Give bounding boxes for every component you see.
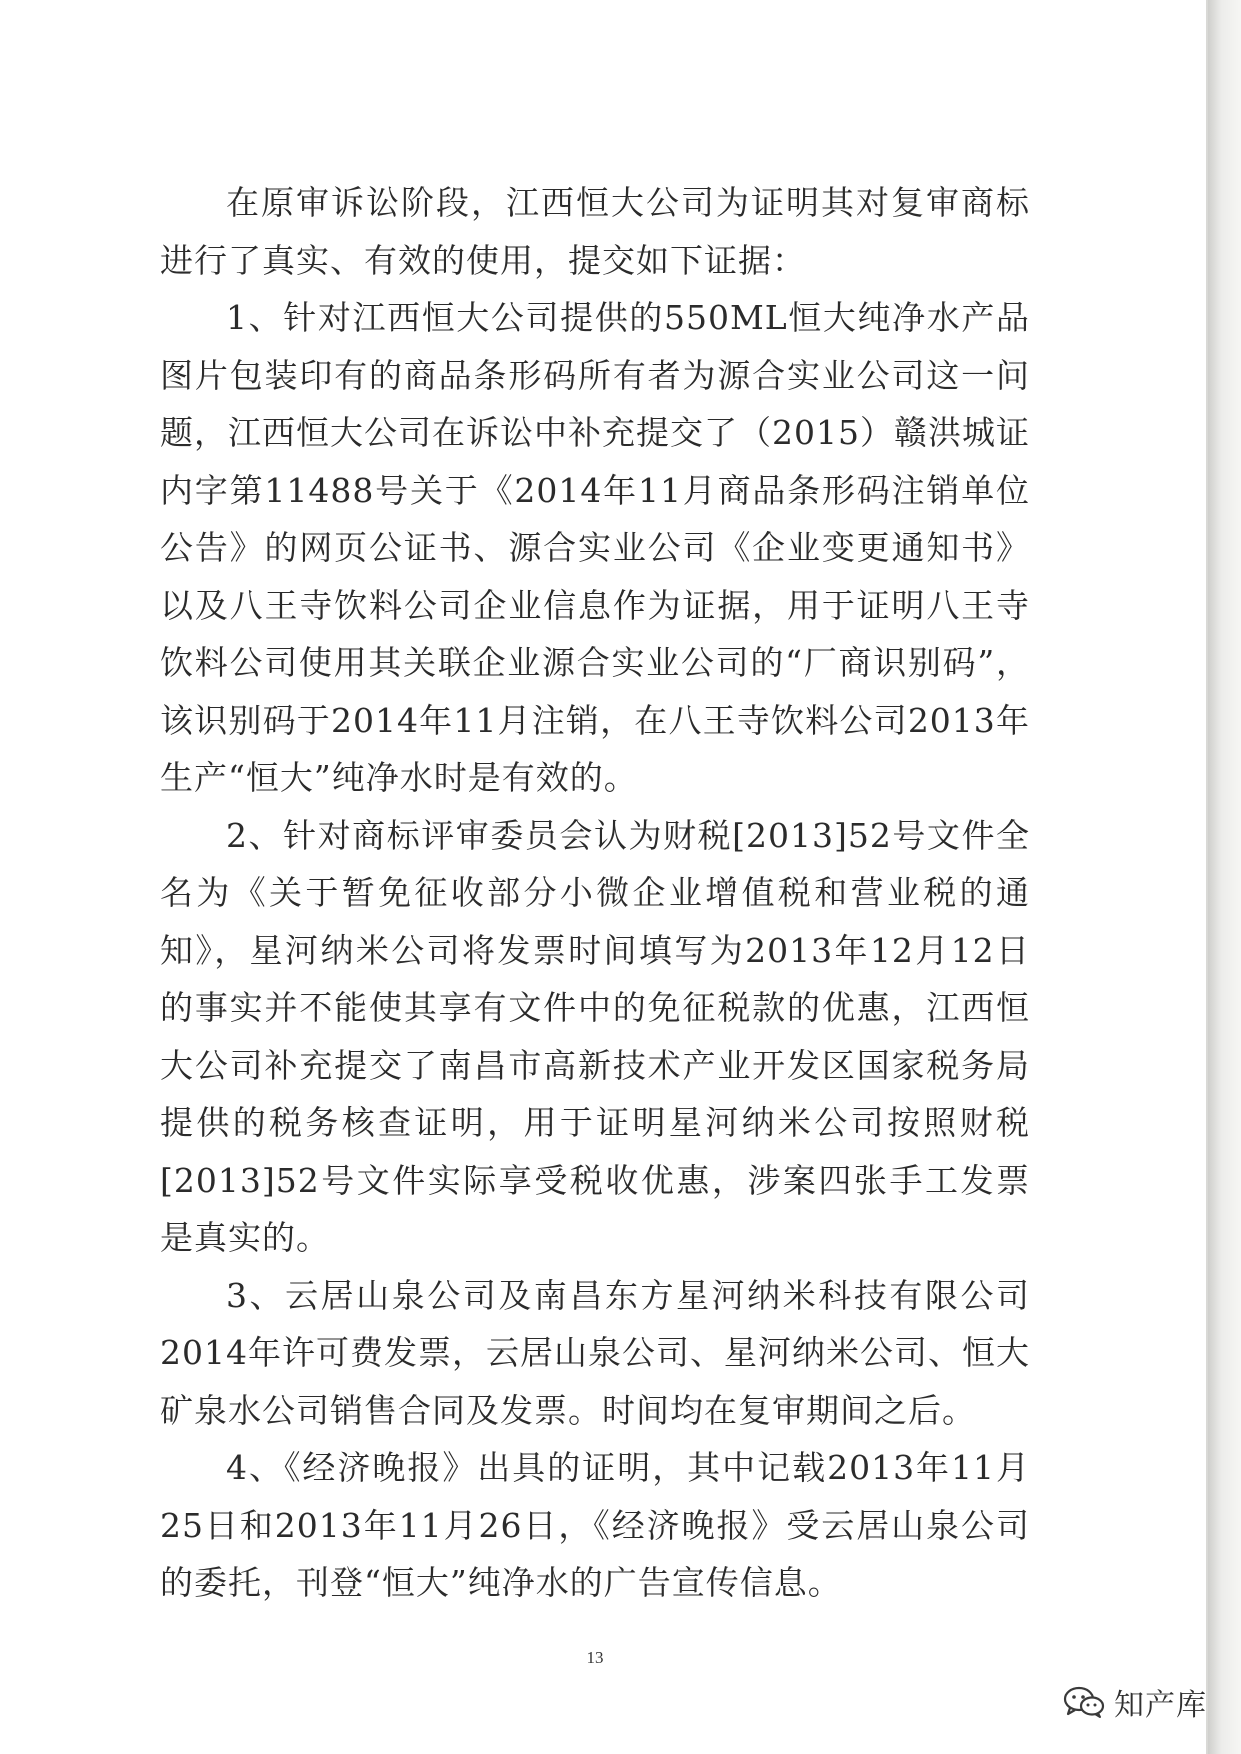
document-body xyxy=(160,174,1030,1612)
paragraph-evidence-4: 4、《经济晚报》出具的证明，其中记载2013年11月25日和2013年11月26日，《经济晚报》受云居山泉公司的委托，刊登“恒大”纯净水的广告宣传信息。 xyxy=(160,1448,1030,1602)
paragraph-evidence-3: 3、云居山泉公司及南昌东方星河纳米科技有限公司2014年许可费发票，云居山泉公司、星河纳米公司、恒大矿泉水公司销售合同及发票。时间均在复审期间之后。 xyxy=(160,1275,1030,1430)
page-edge-shadow xyxy=(1208,0,1241,1754)
paragraph-intro: 在原审诉讼阶段，江西恒大公司为证明其对复审商标进行了真实、有效的使用，提交如下证据： xyxy=(160,183,1030,280)
paragraph-evidence-1: 1、针对江西恒大公司提供的550ML恒大纯净水产品图片包装印有的商品条形码所有者为源合实业公司这一问题，江西恒大公司在诉讼中补充提交了（2015）赣洪城证内字第11488号关于《2014年11月商品条形码注销单位公告》的网页公证书、源合实业公司《企业变更通知书》以及八王寺饮料公司企业信息作为证据，用于证明八王寺饮料公司使用其关联企业源合实业公司的“厂商识别码”，该识别码于2014年11月注销，在八王寺饮料公司2013年生产“恒大”纯净水时是有效的。 xyxy=(160,298,1030,797)
wechat-icon xyxy=(1062,1685,1106,1719)
paragraph-evidence-2: 2、针对商标评审委员会认为财税[2013]52号文件全名为《关于暂免征收部分小微企业增值税和营业税的通知》，星河纳米公司将发票时间填写为2013年12月12日的事实并不能使其享有文件中的免征税款的优惠，江西恒大公司补充提交了南昌市高新技术产业开发区国家税务局提供的税务核查证明，用于证明星河纳米公司按照财税[2013]52号文件实际享受税收优惠，涉案四张手工发票是真实的。 xyxy=(160,815,1030,1257)
watermark-text: 知产库 xyxy=(1114,1688,1207,1723)
page-number: 13 xyxy=(586,1648,604,1667)
watermark xyxy=(1062,1680,1207,1724)
